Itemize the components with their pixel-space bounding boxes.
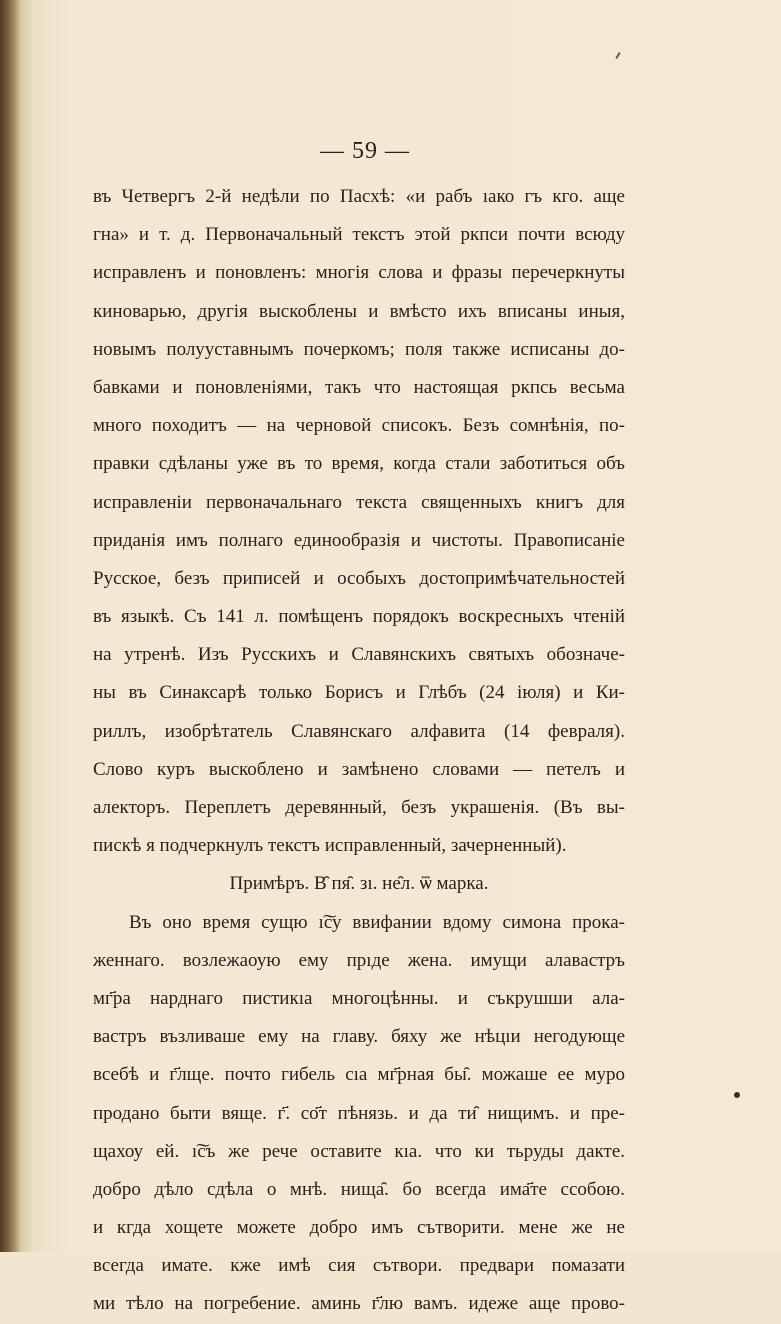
book-spine-shadow (0, 0, 22, 1252)
ink-mark (615, 52, 620, 59)
text-line: много походитъ — на черновой списокъ. Безъ сомнѣнія, по- (93, 415, 625, 437)
text-line: на утренѣ. Изъ Русскихъ и Славянскихъ святыхъ обозначе- (93, 644, 625, 666)
text-line: всебѣ и г҃лще. почто гибель сıа мг҃рная бы̑. можаше ее муро (93, 1064, 625, 1086)
text-line: ми тѣло на погребение. аминь г҃лю вамъ. идеже аще прово- (93, 1293, 625, 1315)
text-line: добро дѣло сдѣла о мнѣ. нища̑. бо всегда има҃те ссобою. (93, 1178, 625, 1200)
text-line: щахоу ей. ı͠съ же рече оставите кıа. что ки тьруды дакте. (93, 1140, 625, 1162)
text-line: и кгда хощете можете добро имъ сътворити. мене же не (93, 1217, 625, 1239)
text-line: Слово куръ выскоблено и замѣнено словами — петелъ и (93, 758, 625, 780)
text-line: алекторъ. Переплетъ деревянный, безъ украшенія. (Въ вы- (93, 797, 625, 818)
text-line: всегда имате. кже имѣ сия сътвори. предвари помазати (93, 1255, 625, 1277)
text-line: женнаго. возлежаоую ему прıде жена. имущи алавастръ (93, 949, 625, 971)
text-line: новымъ полууставнымъ почеркомъ; поля также исписаны до- (93, 338, 625, 360)
text-line: бавками и поновленіями, такъ что настоящая ркпсь весьма (93, 376, 625, 398)
text-line: риллъ, изобрѣтатель Славянскаго алфавита (14 февраля). (93, 720, 625, 742)
text-line: исправленъ и поновленъ: многія слова и фразы перечеркнуты (93, 262, 625, 284)
text-line: Въ оно время сущю ı͠су ввифании вдому симона прока- (129, 911, 625, 933)
text-line: приданія имъ полнаго единообразія и чистоты. Правописаніе (93, 529, 625, 551)
text-line: правки сдѣланы уже въ то время, когда стали заботиться объ (93, 453, 625, 475)
text-line: мг҃ра нарднаго пистикıа многоцѣнны. и съкрушши ала- (93, 987, 625, 1009)
page-number: — 59 — (320, 138, 410, 164)
ink-spot (734, 1092, 740, 1098)
text-line: продано быти вяще. г҃. со҃т пѣнязь. и да ти̑ нищимъ. и пре- (93, 1102, 625, 1124)
text-line: вастръ възливаше ему на главу. бяху же нѣцıи негодующе (93, 1026, 625, 1048)
text-line: гна» и т. д. Первоначальный текстъ этой ркпси почти всюду (93, 224, 625, 246)
text-line: ны въ Синаксарѣ только Борисъ и Глѣбъ (24 іюля) и Ки- (93, 682, 625, 704)
example-heading: Примѣръ. В̑ пя̑. зı. не̑л. ѿ марка. (229, 873, 489, 895)
text-line: киноварью, другія выскоблены и вмѣсто ихъ вписаны иныя, (93, 300, 625, 322)
text-line: Русское, безъ приписей и особыхъ достопримѣчательностей (93, 567, 625, 589)
text-line: исправленіи первоначальнаго текста священныхъ книгъ для (93, 491, 625, 513)
body-text (93, 178, 625, 1324)
text-line: въ Четвергъ 2-й недѣли по Пасхѣ: «и рабъ ıако гъ кго. аще (93, 186, 625, 207)
text-line: пискѣ я подчеркнулъ текстъ исправленный, зачерненный). (93, 835, 567, 857)
text-line: въ языкѣ. Съ 141 л. помѣщенъ порядокъ воскресныхъ чтеній (93, 606, 625, 628)
